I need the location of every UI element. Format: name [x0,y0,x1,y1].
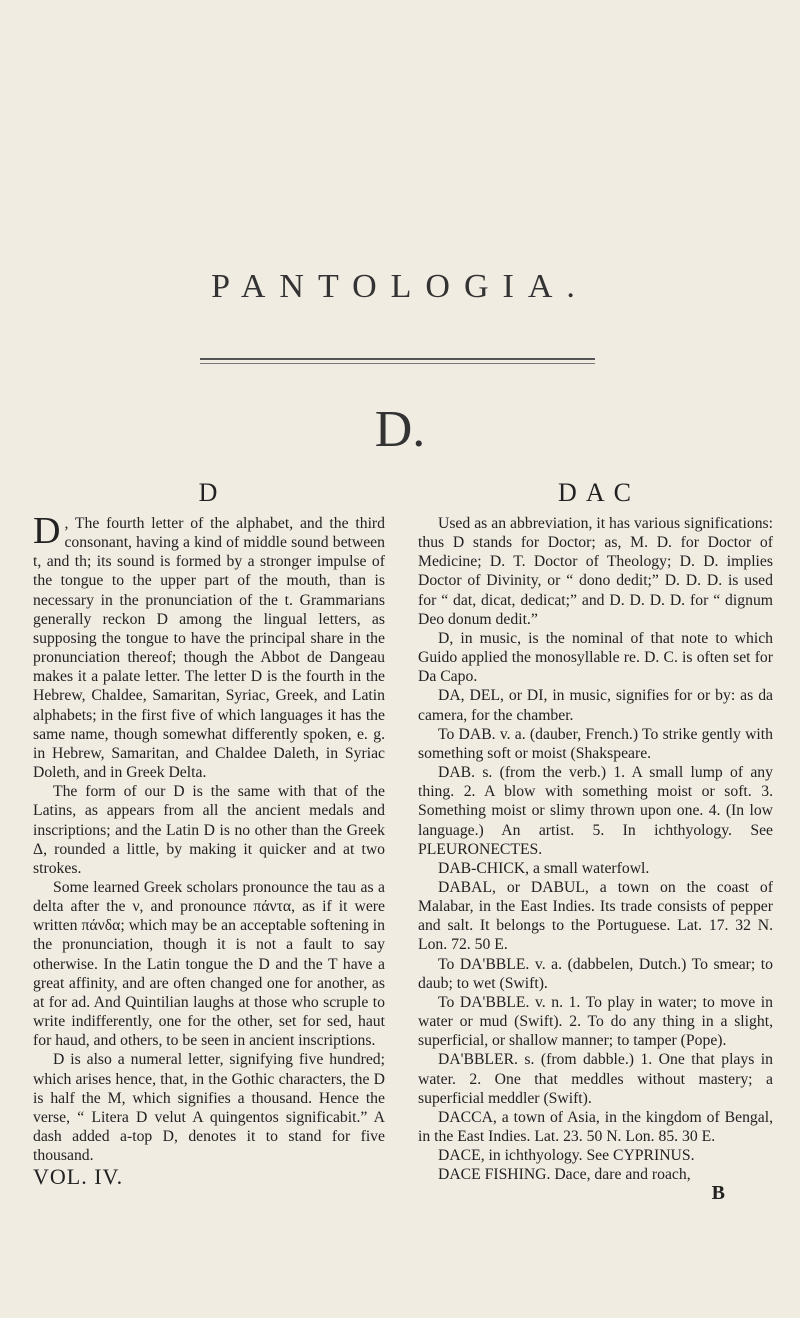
entry-text: , The fourth letter of the alphabet, and the third consonant, having a kind of middle sound between t, and th; its sound is formed by a stronger impulse of the tongue to the upper part of the mouth, than is necessary in the pronunciation of the t. Grammarians generally reckon D among the lingual letters, as supposing the tongue to have the principal share in the pronunciation thereof; though the Abbot de Dangeau makes it a palate letter. The letter D is the fourth in the Hebrew, Chaldee, Samaritan, Syriac, Greek, and Latin alphabets; in the first five of which languages it has the same name, though somewhat differently spoken, e. g. in Hebrew, Samaritan, and Chaldee Daleth, in Syriac Doleth, and in Greek Delta. [33,515,385,782]
section-letter: D. [374,401,426,458]
right-column [418,478,773,1204]
header-rule-thin [200,363,595,364]
left-column [33,478,385,1190]
left-column-heading: D [198,478,220,507]
entry-paragraph: To DAB. v. a. (dauber, French.) To strike gently with something soft or moist (Shakspeare. [418,725,773,762]
entry-paragraph: DAB-CHICK, a small waterfowl. [438,859,650,877]
entry-paragraph: DACE FISHING. Dace, dare and roach, [438,1166,691,1184]
entry-paragraph [33,510,385,782]
entry-paragraph: To DA'BBLE. v. a. (dabbelen, Dutch.) To smear; to daub; to wet (Swift). [418,955,773,992]
entry-paragraph: DABAL, or DABUL, a town on the coast of Malabar, in the East Indies. Its trade consists of pepper and salt. It belongs to the Portuguese. Lat. 17. 32 N. Lon. 72. 50 E. [418,878,773,954]
entry-paragraph: Used as an abbreviation, it has various significations: thus D stands for Doctor; as, M. D. for Doctor of Medicine; D. T. Doctor of Theology; D. D. implies Doctor of Divinity, or “ dono dedit;” D. D. D. is used for “ dat, dicat, dedicat;” and D. D. D. D. for “ dignum Deo donum dedit.” [418,515,773,628]
entry-paragraph: DAB. s. (from the verb.) 1. A small lump of any thing. 2. A blow with something moist or soft. 3. Something moist or slimy thrown upon one. 4. (In low language.) An artist. 5. In ichthyology. See PLEURONECTES. [418,764,773,858]
header-rule-thick [200,358,595,360]
entry-paragraph: The form of our D is the same with that of the Latins, as appears from all the ancient medals and inscriptions; and the Latin D is no other than the Greek Δ, rounded a little, by making it quicker and at two strokes. [33,783,385,877]
entry-paragraph: To DA'BBLE. v. n. 1. To play in water; to move in water or mud (Swift). 2. To do any thing in a slight, superficial, or shallow manner; to tamper (Pope). [418,993,773,1050]
entry-paragraph: DACE, in ichthyology. See CYPRINUS. [438,1147,695,1165]
volume-signature: VOL. IV. [33,1164,124,1190]
entry-paragraph: DA'BBLER. s. (from dabble.) 1. One that plays in water. 2. One that meddles without mastery; a superficial meddler (Swift). [418,1051,773,1107]
entry-paragraph: Some learned Greek scholars pronounce the tau as a delta after the ν, and pronounce πάντα, as if it were written πάνδα; which may be an acceptable softening in the pronunciation, though it is not a fault to say otherwise. In the Latin tongue the D and the T have a great affinity, and are often changed one for another, as at for ad. And Quintilian laughs at those who scruple to write indifferently, one for the other, set for sed, haut for haud, and others, to be seen in ancient inscriptions. [33,878,385,1050]
running-title: PANTOLOGIA. [211,268,589,305]
catchword: B [711,1182,725,1205]
drop-cap: D [33,510,61,552]
right-column-heading: D A C [557,478,634,507]
entry-paragraph: D, in music, is the nominal of that note to which Guido applied the monosyllable re. D. C. is often set for Da Capo. [418,629,773,686]
entry-paragraph: D is also a numeral letter, signifying five hundred; which arises hence, that, in the Gothic characters, the D is half the M, which signifies a thousand. Hence the verse, “ Litera D velut A quingentos significabit.” A dash added a-top D, denotes it to stand for five thousand. [33,1051,385,1165]
entry-paragraph: DA, DEL, or DI, in music, signifies for or by: as da camera, for the chamber. [418,687,773,724]
entry-paragraph: DACCA, a town of Asia, in the kingdom of Bengal, in the East Indies. Lat. 23. 50 N. Lon. 85. 30 E. [418,1108,773,1145]
